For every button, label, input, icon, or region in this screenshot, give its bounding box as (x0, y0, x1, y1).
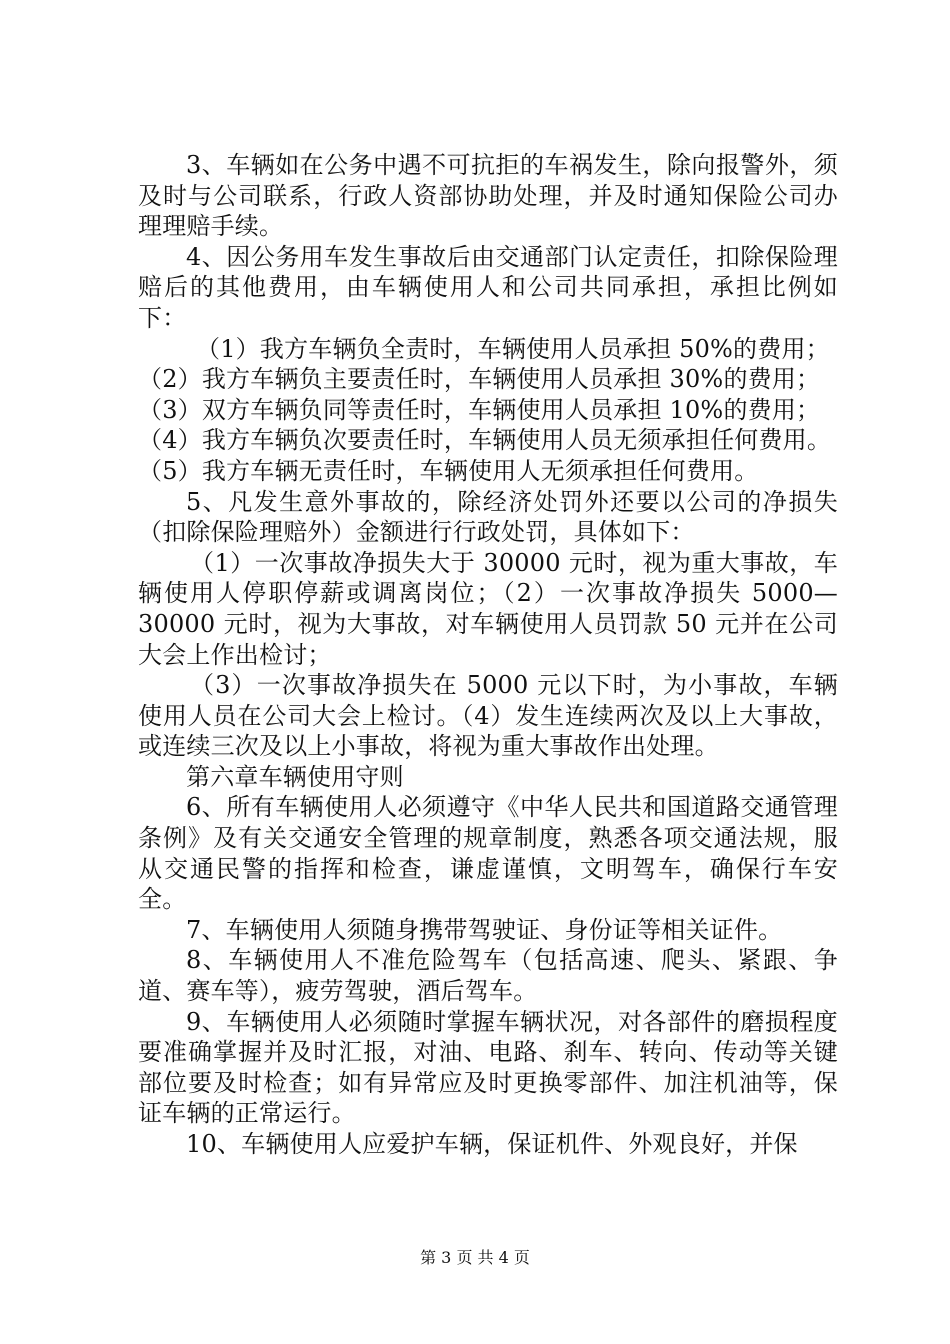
paragraph-carry-documents: 7、车辆使用人须随身携带驾驶证、身份证等相关证件。 (186, 915, 783, 944)
chapter-heading: 第六章车辆使用守则 (186, 762, 404, 791)
paragraph-traffic-rules: 6、所有车辆使用人必须遵守《中华人民共和国道路交通管理条例》及有关交通安全管理的规章制度，熟悉各项交通法规，服从交通民警的指挥和检查，谦虚谨慎，文明驾车，确保行车安全。 (138, 793, 838, 914)
paragraph-no-dangerous-driving: 8、车辆使用人不准危险驾车（包括高速、爬头、紧跟、争道、赛车等），疲劳驾驶，酒后驾车。 (138, 946, 838, 1006)
paragraph-liability-full: （1）我方车辆负全责时，车辆使用人员承担 50%的费用； (196, 334, 830, 363)
paragraph-administrative-penalty: 5、凡发生意外事故的，除经济处罚外还要以公司的净损失（扣除保险理赔外）金额进行行政处罚，具体如下： (138, 487, 838, 547)
paragraph-vehicle-care: 10、车辆使用人应爱护车辆，保证机件、外观良好，并保 (186, 1130, 798, 1158)
paragraph-liability-major: （2）我方车辆负主要责任时，车辆使用人员承担 30%的费用； (138, 365, 821, 394)
paragraph-accident-report: 3、车辆如在公务中遇不可抗拒的车祸发生，除向报警外，须及时与公司联系，行政人资部协助处理，并及时通知保险公司办理理赔手续。 (138, 151, 838, 241)
paragraph-vehicle-maintenance: 9、车辆使用人必须随时掌握车辆状况，对各部件的磨损程度要准确掌握并及时汇报，对油、电路、刹车、转向、传动等关键部位要及时检查；如有异常应及时更换零部件、加注机油等，保证车辆的正常运行。 (138, 1007, 838, 1128)
paragraph-liability-equal: （3）双方车辆负同等责任时，车辆使用人员承担 10%的费用； (138, 395, 821, 424)
paragraph-liability-none: （5）我方车辆无责任时，车辆使用人无须承担任何费用。 (138, 456, 759, 485)
paragraph-liability-sharing: 4、因公务用车发生事故后由交通部门认定责任，扣除保险理赔后的其他费用，由车辆使用人和公司共同承担，承担比例如下： (138, 242, 838, 332)
document-body (138, 150, 838, 1160)
paragraph-penalty-major: （1）一次事故净损失大于 30000 元时，视为重大事故，车辆使用人停职停薪或调离岗位；（2）一次事故净损失 5000—30000 元时，视为大事故，对车辆使用人员罚款 50 元并在公司大会上作出检讨； (138, 548, 838, 669)
paragraph-penalty-minor: （3）一次事故净损失在 5000 元以下时，为小事故，车辆使用人员在公司大会上检讨。（4）发生连续两次及以上大事故，或连续三次及以上小事故，将视为重大事故作出处理。 (138, 671, 838, 761)
page-footer: 第 3 页 共 4 页 (420, 1248, 530, 1267)
paragraph-liability-minor: （4）我方车辆负次要责任时，车辆使用人员无须承担任何费用。 (138, 426, 832, 455)
